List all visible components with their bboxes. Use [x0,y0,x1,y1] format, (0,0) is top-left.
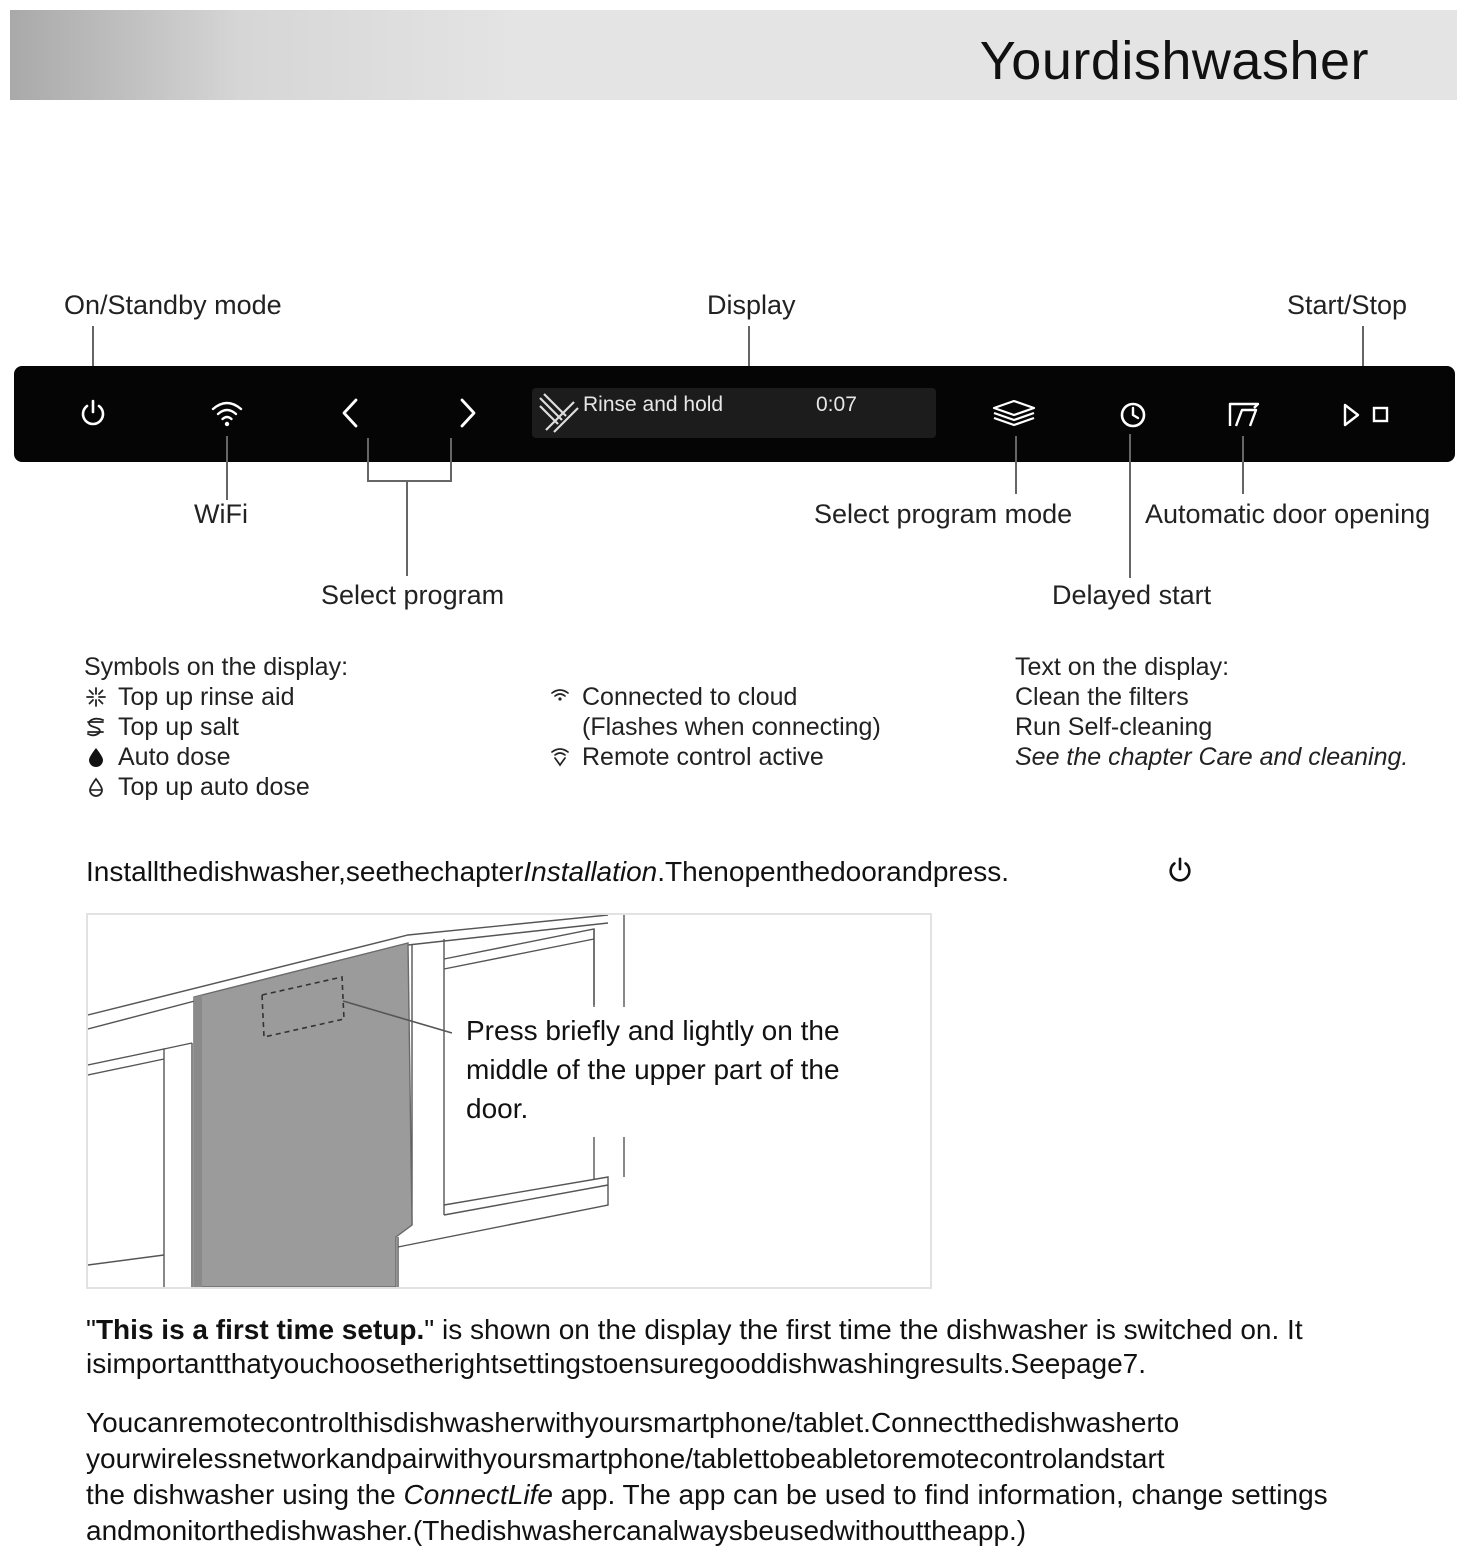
spacer [548,715,572,739]
drop-filled-icon [84,745,108,769]
symbols-list [84,652,348,802]
remote-line [86,1477,1328,1513]
remote-line: andmonitorthedishwasher.(Thedishwashercanalwaysbeusedwithouttheapp.) [86,1515,1027,1546]
symbol-label: Top up salt [118,713,239,741]
remote-text: the dishwasher using the [86,1479,404,1510]
leader-line [367,480,452,482]
cloud-connected-label: Connected to cloud [582,683,798,711]
symbol-row [84,682,348,712]
symbol-row [84,742,348,772]
display-program-name: Rinse and hold [583,393,724,416]
rinse-aid-icon [84,685,108,709]
label-delayed-start: Delayed start [1052,580,1212,610]
leader-line [1015,436,1017,494]
remote-line: Youcanremotecontrolthisdishwasherwithyoursmartphone/tablet.Connectthedishwasherto [86,1407,1180,1438]
illustration-callout: Press briefly and lightly on the middle of the upper part of the door. [466,1015,840,1124]
display-text-item: Clean the filters [1015,683,1189,711]
display-text-list [1015,652,1408,772]
program-mode-icon[interactable] [990,398,1038,430]
display-text-item: Run Self-cleaning [1015,713,1213,741]
setup-rest: " is shown on the display the first time the dishwasher is switched on. It [424,1314,1303,1345]
install-instruction [86,855,1009,889]
start-stop-icon[interactable] [1340,400,1396,430]
symbols-heading: Symbols on the display: [84,653,349,681]
setup-line: "This is a first time setup." is shown on the display the first time the dishwasher is switched on. It [86,1314,1303,1345]
symbol-row [84,712,348,742]
power-icon[interactable] [78,398,108,428]
install-chapter: Installation [523,856,658,887]
leader-line [1242,436,1244,494]
leader-line [1129,434,1131,578]
remote-control-icon [548,745,572,769]
label-wifi: WiFi [194,499,248,529]
remote-text: app. The app can be used to find information, change settings [552,1479,1328,1510]
label-select-program-mode: Select program mode [814,499,1073,529]
display-text-note: See the chapter Care and cleaning. [1015,743,1409,771]
symbol-label: Auto dose [118,743,231,771]
symbol-label: Top up rinse aid [118,683,295,711]
drop-outline-icon [84,775,108,799]
display-text-heading: Text on the display: [1015,653,1230,681]
wifi-small-icon [548,685,572,709]
leader-line [226,436,228,500]
remote-line: yourwirelessnetworkandpairwithyoursmartphone/tablettobeabletoremotecontrolandstart [86,1443,1165,1474]
symbol-row [548,742,881,772]
display-time: 0:07 [816,393,857,416]
label-display: Display [707,290,796,320]
symbol-row [548,712,881,742]
remote-paragraph [86,1405,1328,1549]
label-select-program: Select program [321,580,505,610]
clock-icon[interactable] [1118,400,1148,430]
wifi-icon[interactable] [210,398,244,428]
remote-control-label: Remote control active [582,743,824,771]
setup-bold: This is a first time setup. [95,1314,425,1345]
cloud-flashes-label: (Flashes when connecting) [582,713,881,741]
app-name: ConnectLife [403,1479,553,1510]
setup-paragraph [86,1313,1303,1381]
install-text: .Thenopenthedoorandpress. [657,856,1010,887]
label-start-stop: Start/Stop [1287,290,1408,320]
door-open-icon[interactable] [1226,398,1262,430]
label-on-standby: On/Standby mode [64,290,282,320]
chevron-left-icon[interactable] [338,396,362,430]
leader-line [450,438,452,482]
symbol-row [548,682,881,712]
label-automatic-door-opening: Automatic door opening [1145,499,1431,529]
leader-line [406,480,408,576]
cloud-list [548,682,881,772]
chevron-right-icon[interactable] [456,396,480,430]
leader-line [367,438,369,482]
install-text: Installthedishwasher,seethechapter [86,856,524,887]
symbol-row [84,772,348,802]
setup-line: isimportantthatyouchoosetherightsettingstoensuregooddishwashingresults.Seepage7. [86,1348,1147,1379]
salt-icon [84,715,108,739]
page-title: Yourdishwasher [979,31,1369,91]
rinse-program-icon [536,392,580,434]
door-illustration [86,913,932,1289]
symbol-label: Top up auto dose [118,773,310,801]
power-icon [1166,856,1194,884]
